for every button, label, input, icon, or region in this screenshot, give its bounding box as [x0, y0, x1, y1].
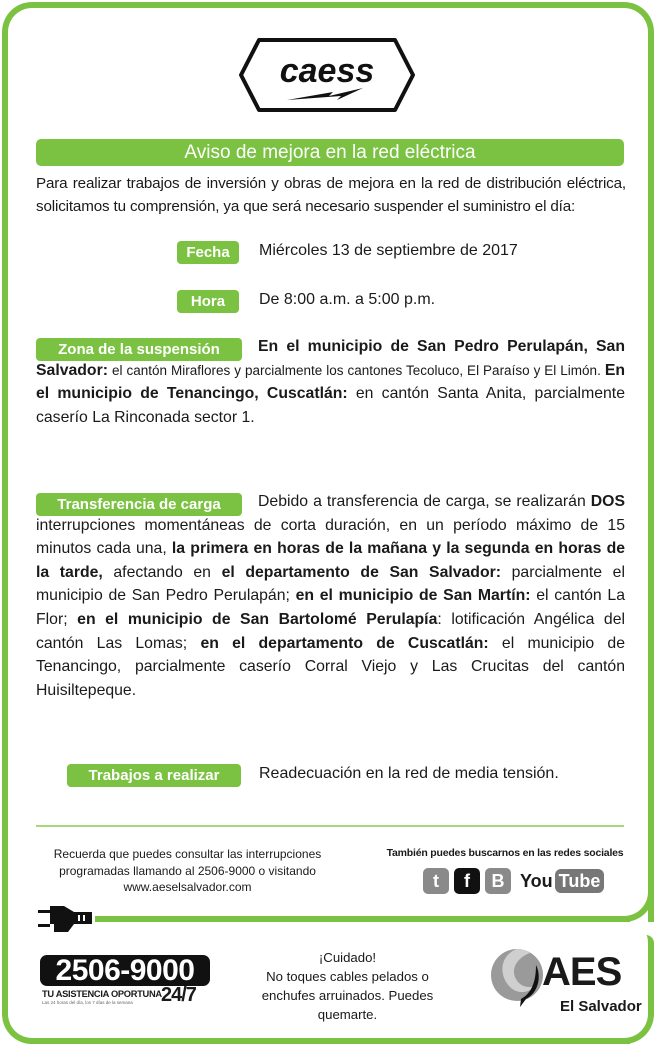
transferencia-description: [36, 490, 625, 702]
zona-seg-3: en cantón Santa Anita, parcialmente caserío La Rinconada sector 1.: [36, 385, 625, 426]
zona-seg-1: el cantón Miraflores y parcialmente los cantones Tecoluco, El Paraíso y El Limón.: [108, 362, 605, 378]
warning-line-3: enchufes arruinados. Puedes: [261, 988, 434, 1003]
transf-seg-9: en el municipio de San Bartolomé Perulapía: [77, 610, 438, 628]
safety-warning: [240, 948, 455, 1024]
contact-line-2: programadas llamando al 2506-9000 o visitando: [59, 863, 316, 878]
assistance-tagline: TU ASISTENCIA OPORTUNA: [42, 989, 162, 999]
hora-value: De 8:00 a.m. a 5:00 p.m.: [259, 291, 436, 308]
caess-wordmark: caess: [279, 52, 375, 90]
intro-paragraph: Para realizar trabajos de inversión y obras de mejora en la red de distribución eléctrica, solicitamos tu comprensión, ya que será necesario suspender el suministro el día:: [36, 175, 626, 215]
transf-seg-10: : lotificación Angélica del cantón Las Lomas;: [36, 610, 626, 652]
hora-label: Hora: [177, 290, 239, 313]
transf-seg-3: la primera en horas de la mañana y la segunda en horas de la tarde,: [36, 540, 626, 581]
transf-seg-0: Debido a transferencia de carga, se realizarán: [258, 493, 591, 510]
aes-brand-subtitle: El Salvador: [560, 998, 642, 1015]
transf-seg-4: afectando en: [102, 563, 222, 581]
zona-seg-2: En el municipio de Tenancingo, Cuscatlán:: [36, 361, 625, 403]
facebook-icon[interactable]: [454, 868, 480, 894]
twitter-glyph: t: [433, 870, 439, 891]
youtube-you: You: [520, 870, 553, 891]
zona-label: Zona de la suspensión: [36, 338, 242, 361]
section-divider: [36, 825, 624, 827]
aes-brand: AES: [542, 950, 622, 994]
transf-seg-11: en el departamento de Cuscatlán:: [200, 634, 489, 652]
transf-seg-1: DOS: [590, 493, 625, 510]
youtube-icon[interactable]: [520, 869, 604, 893]
availability-247: 24/7: [161, 984, 196, 1006]
social-links: [423, 868, 604, 894]
trabajos-value: Readecuación en la red de media tensión.: [259, 765, 559, 782]
frame-lower-left: [2, 900, 42, 1044]
transf-seg-6: parcialmente el municipio de San Pedro Perulapán;: [36, 563, 625, 605]
contact-note: [30, 846, 345, 896]
phone-number-badge[interactable]: 2506-9000: [40, 955, 210, 986]
zona-description: [36, 335, 625, 429]
trabajos-label: Trabajos a realizar: [67, 764, 241, 787]
website-link[interactable]: www.aeselsalvador.com: [123, 880, 252, 894]
blogger-glyph: B: [491, 870, 505, 891]
plug-cable-line: [95, 916, 630, 922]
social-title: También puedes buscarnos en las redes sociales: [386, 847, 624, 859]
facebook-glyph: f: [464, 870, 470, 891]
blogger-icon[interactable]: [485, 868, 511, 894]
transf-seg-2: interrupciones momentáneas de corta duración, en un período máximo de 15 minutos cada una,: [36, 516, 625, 558]
transf-seg-7: en el municipio de San Martín:: [295, 587, 531, 605]
contact-line-1: Recuerda que puedes consultar las interrupciones: [53, 847, 322, 861]
plug-icon: [38, 904, 98, 934]
warning-line-1: ¡Cuidado!: [318, 950, 377, 965]
transferencia-label: Transferencia de carga: [36, 493, 242, 516]
twitter-icon[interactable]: [423, 868, 449, 894]
fecha-label: Fecha: [177, 241, 239, 264]
caess-logo: [237, 36, 417, 114]
warning-line-4: quemarte.: [317, 1007, 378, 1022]
warning-line-2: No toques cables pelados o: [266, 969, 429, 984]
assistance-subtitle: Las 24 horas del día, los 7 días de la semana: [42, 1000, 133, 1005]
youtube-tube: Tube: [555, 869, 605, 893]
transf-seg-12: el municipio de Tenancingo, parcialmente caserío Corral Viejo y Las Crucitas del cantón Huisiltepeque.: [36, 634, 625, 699]
frame-bottom: [30, 1038, 630, 1044]
transf-seg-8: el cantón La Flor;: [36, 587, 625, 628]
transf-seg-5: el departamento de San Salvador:: [221, 563, 502, 581]
notice-title-banner: Aviso de mejora en la red eléctrica: [36, 139, 624, 166]
fecha-value: Miércoles 13 de septiembre de 2017: [259, 242, 518, 259]
zona-seg-0: En el municipio de San Pedro Perulapán, San Salvador:: [36, 338, 625, 379]
